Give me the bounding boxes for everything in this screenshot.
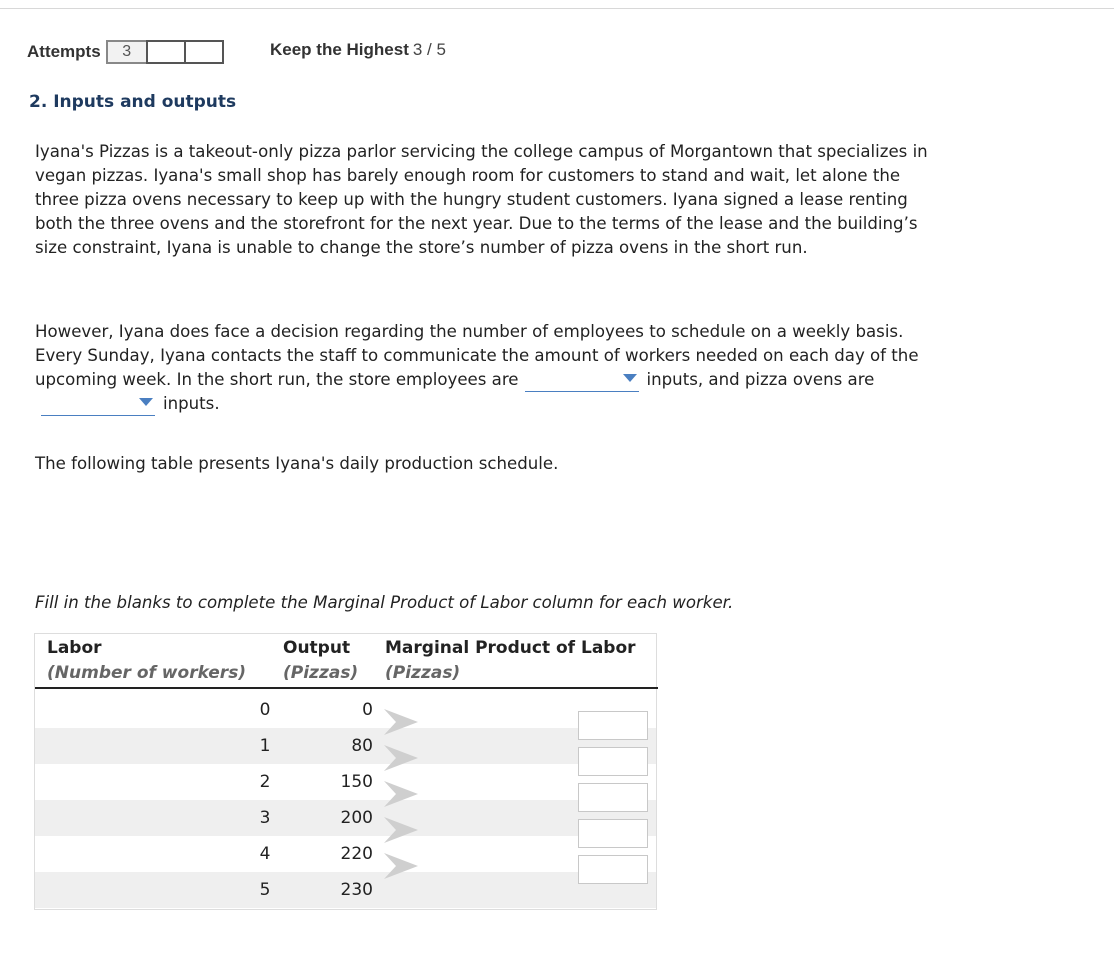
production-table <box>34 633 657 910</box>
table-row <box>35 692 656 728</box>
decision-paragraph <box>35 320 945 416</box>
output-cell: 0 <box>362 700 373 720</box>
labor-cell: 0 <box>259 700 271 720</box>
output-cell: 200 <box>340 808 373 828</box>
chevron-right-icon <box>384 781 418 807</box>
output-cell: 150 <box>340 772 373 792</box>
output-cell: 80 <box>351 736 373 756</box>
decision-text-d: inputs. <box>163 394 220 413</box>
chevron-right-icon <box>384 853 418 879</box>
header-output: Output <box>283 638 351 658</box>
intro-paragraph: Iyana's Pizzas is a takeout-only pizza parlor servicing the college campus of Morgantown that specializes in vegan pizzas. Iyana's small shop has barely enough room for customers to stand and wait, let alone the three pizza ovens necessary to keep up with the hungry student customers. Iyana signed a lease renting both the three ovens and the storefront for the next year. Due to the terms of the lease and the building’s size constraint, Iyana is unable to change the store’s number of pizza ovens in the short run. <box>35 142 928 257</box>
table-row <box>35 800 656 836</box>
table-row <box>35 764 656 800</box>
chevron-right-icon <box>384 817 418 843</box>
table-row <box>35 836 656 872</box>
labor-cell: 2 <box>259 772 271 792</box>
mpl-input-2[interactable] <box>578 747 648 776</box>
instruction-text: Fill in the blanks to complete the Marginal Product of Labor column for each worker. <box>35 593 734 612</box>
chevron-right-icon <box>384 745 418 771</box>
header-mpl-sub: (Pizzas) <box>385 663 461 683</box>
keep-highest <box>270 40 446 60</box>
employees-input-type-dropdown[interactable] <box>525 370 639 392</box>
labor-cell: 3 <box>259 808 271 828</box>
attempt-box-2 <box>146 40 186 64</box>
labor-cell: 4 <box>259 844 271 864</box>
table-header <box>35 634 658 689</box>
keep-highest-label: Keep the Highest <box>270 40 409 59</box>
table-row <box>35 872 656 908</box>
mpl-input-1[interactable] <box>578 711 648 740</box>
attempt-box-3 <box>184 40 224 64</box>
labor-cell: 1 <box>259 736 271 756</box>
mpl-input-5[interactable] <box>578 855 648 884</box>
attempts-indicator <box>27 38 224 66</box>
chevron-right-icon <box>384 709 418 735</box>
attempts-label: Attempts <box>27 42 101 61</box>
header-output-sub: (Pizzas) <box>283 663 359 683</box>
table-intro-text: The following table presents Iyana's daily production schedule. <box>35 454 559 473</box>
header-labor: Labor <box>47 638 102 658</box>
header-labor-sub: (Number of workers) <box>47 663 247 683</box>
decision-text-c: and pizza ovens are <box>708 370 875 389</box>
question-title: 2. Inputs and outputs <box>29 92 237 112</box>
caret-down-icon <box>139 398 153 406</box>
mpl-input-3[interactable] <box>578 783 648 812</box>
labor-cell: 5 <box>259 880 271 900</box>
top-divider <box>0 8 1114 9</box>
decision-text-b: inputs, <box>646 370 704 389</box>
header-mpl: Marginal Product of Labor <box>385 638 636 658</box>
caret-down-icon <box>623 374 637 382</box>
decision-text-a: However, Iyana does face a decision regarding the number of employees to schedule on a weekly basis. Every Sunday, Iyana contacts the staff to communicate the amount of workers needed on each day of the upcoming week. In the short run, the store employees are <box>35 322 919 389</box>
mpl-input-4[interactable] <box>578 819 648 848</box>
output-cell: 220 <box>340 844 373 864</box>
ovens-input-type-dropdown[interactable] <box>41 394 155 416</box>
attempt-box-1: 3 <box>106 40 148 64</box>
output-cell: 230 <box>340 880 373 900</box>
score: 3 / 5 <box>412 40 446 59</box>
table-row <box>35 728 656 764</box>
